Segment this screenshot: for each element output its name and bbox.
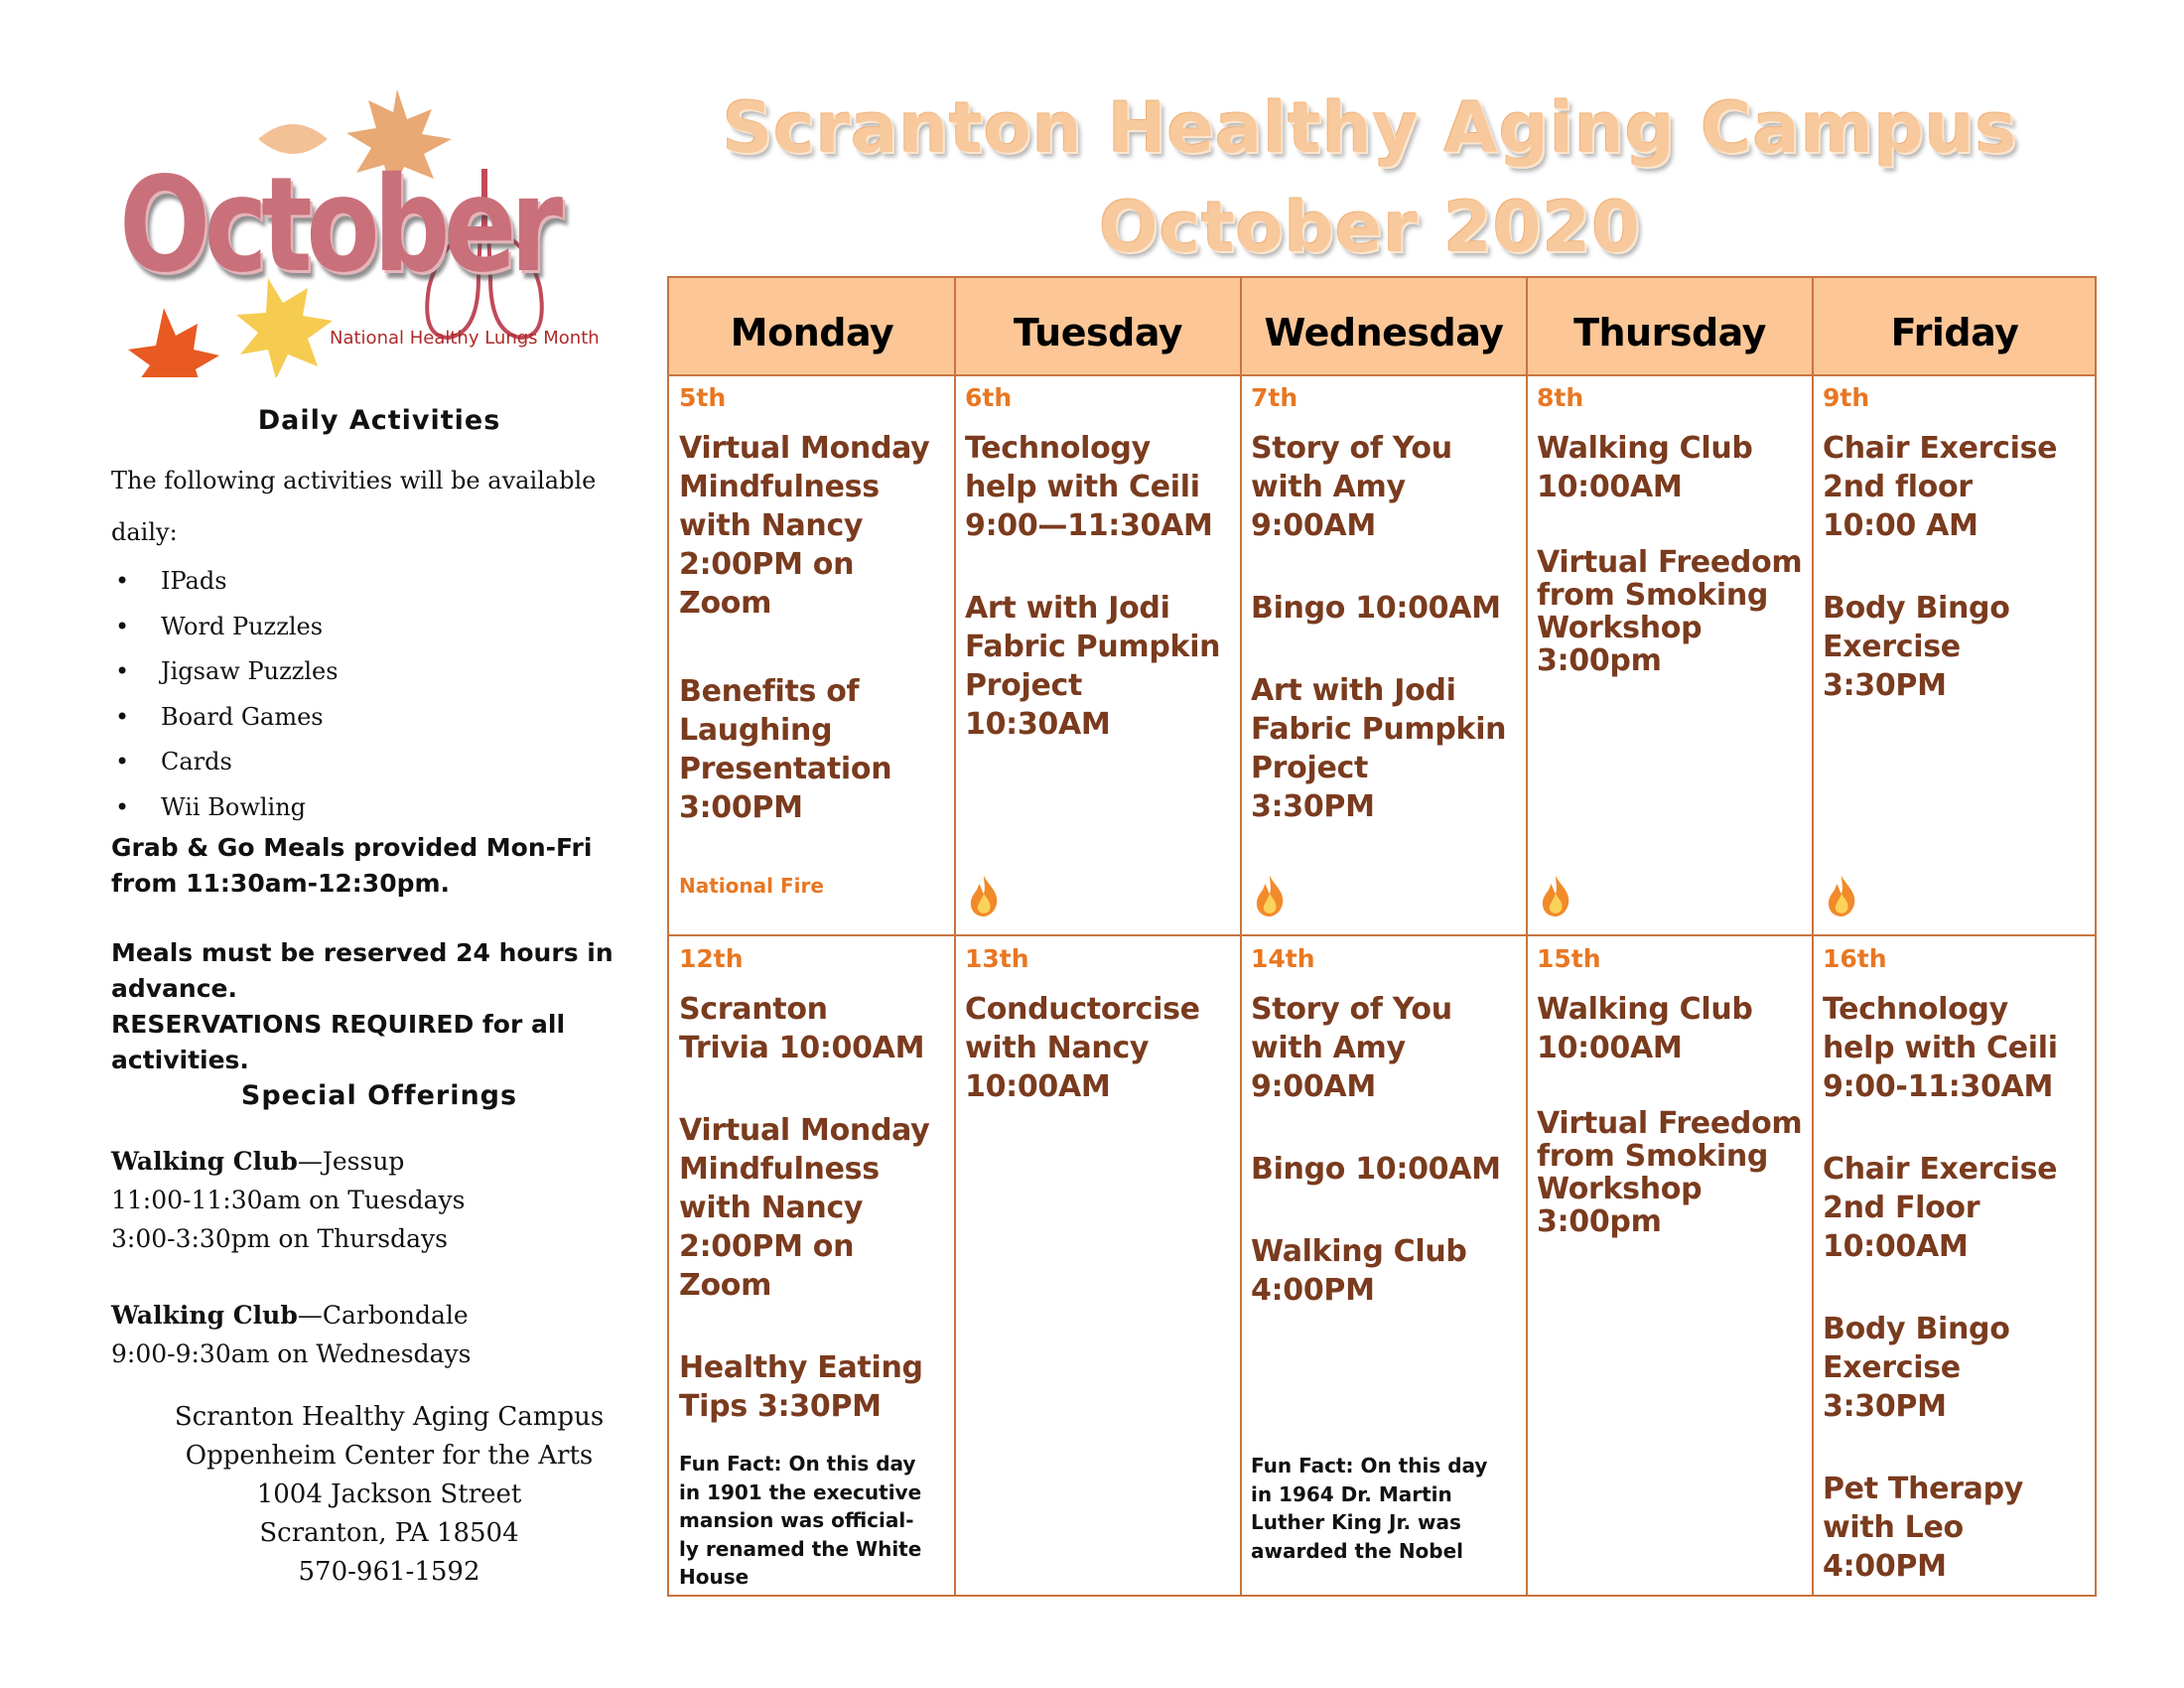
day-date: 12th xyxy=(679,944,744,973)
page-title: Scranton Healthy Aging Campus xyxy=(722,87,2018,169)
day-date: 7th xyxy=(1251,383,1298,412)
special-offering-time: 11:00-11:30am on Tuesdays xyxy=(111,1186,466,1214)
special-offerings-heading: Special Offerings xyxy=(240,1080,518,1111)
required-note: RESERVATIONS REQUIRED for all activities. xyxy=(111,1010,566,1074)
event: Body Bingo Exercise 3:30PM xyxy=(1823,1312,2010,1424)
daily-activities-intro: The following activities will be available daily: xyxy=(111,467,597,546)
flame-icon xyxy=(967,874,1001,917)
event: Virtual Monday Mindfulness with Nancy 2:00PM on Zoom xyxy=(679,1113,930,1303)
special-offering-jessup xyxy=(111,1142,647,1258)
event: Story of You with Amy 9:00AM xyxy=(1251,431,1452,543)
day-cell-16th xyxy=(1823,938,2101,1586)
event: Body Bingo Exercise 3:30PM xyxy=(1823,591,2010,703)
day-date: 9th xyxy=(1823,383,1870,412)
address-line: 1004 Jackson Street xyxy=(256,1479,522,1509)
address-line: Oppenheim Center for the Arts xyxy=(185,1441,594,1471)
daily-activities-heading: Daily Activities xyxy=(257,405,501,436)
day-cell-14th xyxy=(1251,938,1529,1310)
flame-icon xyxy=(1253,874,1287,917)
day-date: 16th xyxy=(1823,944,1887,973)
day-cell-15th xyxy=(1537,938,1815,1238)
event: Art with Jodi Fabric Pumpkin Project 3:30PM xyxy=(1251,673,1507,824)
calendar-grid xyxy=(667,276,2097,1597)
fun-fact-12th: Fun Fact: On this day in 1901 the executive mansion was official- ly renamed the White House xyxy=(679,1452,922,1589)
october-logo-word: October xyxy=(119,149,557,302)
event: Bingo 10:00AM xyxy=(1251,591,1501,626)
list-item: • Jigsaw Puzzles xyxy=(111,654,339,700)
day-date: 14th xyxy=(1251,944,1315,973)
event: Chair Exercise 2nd Floor 10:00AM xyxy=(1823,1152,2058,1264)
day-cell-9th xyxy=(1823,377,2101,705)
event: Conductorcise with Nancy 10:00AM xyxy=(965,992,1200,1104)
event: Story of You with Amy 9:00AM xyxy=(1251,992,1452,1104)
day-header-monday: Monday xyxy=(730,311,894,354)
day-header-tuesday: Tuesday xyxy=(1013,311,1183,354)
special-offering-time: 9:00-9:30am on Wednesdays xyxy=(111,1339,472,1368)
campus-address xyxy=(111,1398,667,1592)
event: Virtual Monday Mindfulness with Nancy 2:00PM on Zoom xyxy=(679,431,930,621)
day-cell-12th xyxy=(679,938,957,1426)
october-logo xyxy=(109,79,625,377)
day-header-wednesday: Wednesday xyxy=(1264,311,1504,354)
daily-activities-list xyxy=(111,564,339,835)
day-date: 8th xyxy=(1537,383,1584,412)
event: Pet Therapy with Leo 4:00PM xyxy=(1823,1472,2024,1584)
event: Walking Club 10:00AM xyxy=(1537,992,1753,1065)
event: Walking Club 10:00AM xyxy=(1537,431,1753,504)
event: Technology help with Ceili 9:00—11:30AM xyxy=(965,431,1213,543)
day-cell-6th xyxy=(965,377,1243,744)
day-date: 15th xyxy=(1537,944,1601,973)
reservation-notes xyxy=(111,935,647,1078)
special-offering-place: —Carbondale xyxy=(297,1301,469,1330)
list-item: • Word Puzzles xyxy=(111,610,339,655)
day-header-thursday: Thursday xyxy=(1573,311,1766,354)
logo-subtitle: National Healthy Lungs Month xyxy=(330,328,600,349)
flame-icon xyxy=(1825,874,1858,917)
event: Virtual Freedom from Smoking Workshop 3:00pm xyxy=(1537,545,1803,678)
grid-divider xyxy=(669,934,2095,936)
day-date: 13th xyxy=(965,944,1029,973)
address-line: Scranton, PA 18504 xyxy=(259,1518,519,1548)
day-cell-5th xyxy=(679,377,957,827)
event: Virtual Freedom from Smoking Workshop 3:00pm xyxy=(1537,1106,1803,1239)
special-offering-title: Walking Club xyxy=(111,1147,298,1176)
list-item: • Wii Bowling xyxy=(111,790,339,836)
event: Bingo 10:00AM xyxy=(1251,1152,1501,1187)
list-item: • Board Games xyxy=(111,700,339,746)
day-date: 5th xyxy=(679,383,727,412)
day-cell-7th xyxy=(1251,377,1529,826)
event: Scranton Trivia 10:00AM xyxy=(679,992,925,1065)
special-offering-place: —Jessup xyxy=(297,1147,405,1176)
address-line: Scranton Healthy Aging Campus xyxy=(174,1402,605,1432)
event: Technology help with Ceili 9:00-11:30AM xyxy=(1823,992,2058,1104)
fun-fact-14th: Fun Fact: On this day in 1964 Dr. Martin Luther King Jr. was awarded the Nobel xyxy=(1251,1454,1488,1563)
reserve-note: Meals must be reserved 24 hours in advance. xyxy=(111,938,614,1003)
list-item: • Cards xyxy=(111,745,339,790)
special-offering-title: Walking Club xyxy=(111,1301,298,1330)
day-cell-8th xyxy=(1537,377,1815,677)
day-date: 6th xyxy=(965,383,1013,412)
national-fire-note: National Fire xyxy=(679,874,824,898)
special-offering-time: 3:00-3:30pm on Thursdays xyxy=(111,1224,449,1253)
page-subtitle-month: October 2020 xyxy=(1099,187,1641,268)
event: Walking Club 4:00PM xyxy=(1251,1234,1467,1308)
event: Art with Jodi Fabric Pumpkin Project 10:30AM xyxy=(965,591,1221,742)
event: Healthy Eating Tips 3:30PM xyxy=(679,1350,923,1424)
phone-number: 570-961-1592 xyxy=(298,1557,480,1587)
list-item: • IPads xyxy=(111,564,339,610)
day-cell-13th xyxy=(965,938,1243,1106)
event: Chair Exercise 2nd floor 10:00 AM xyxy=(1823,431,2058,543)
special-offering-carbondale xyxy=(111,1296,647,1373)
day-header-friday: Friday xyxy=(1890,311,2019,354)
meals-note: Grab & Go Meals provided Mon-Fri from 11:30am-12:30pm. xyxy=(111,833,593,898)
flame-icon xyxy=(1539,874,1572,917)
event: Benefits of Laughing Presentation 3:00PM xyxy=(679,674,892,825)
calendar-header-row xyxy=(669,278,2095,376)
